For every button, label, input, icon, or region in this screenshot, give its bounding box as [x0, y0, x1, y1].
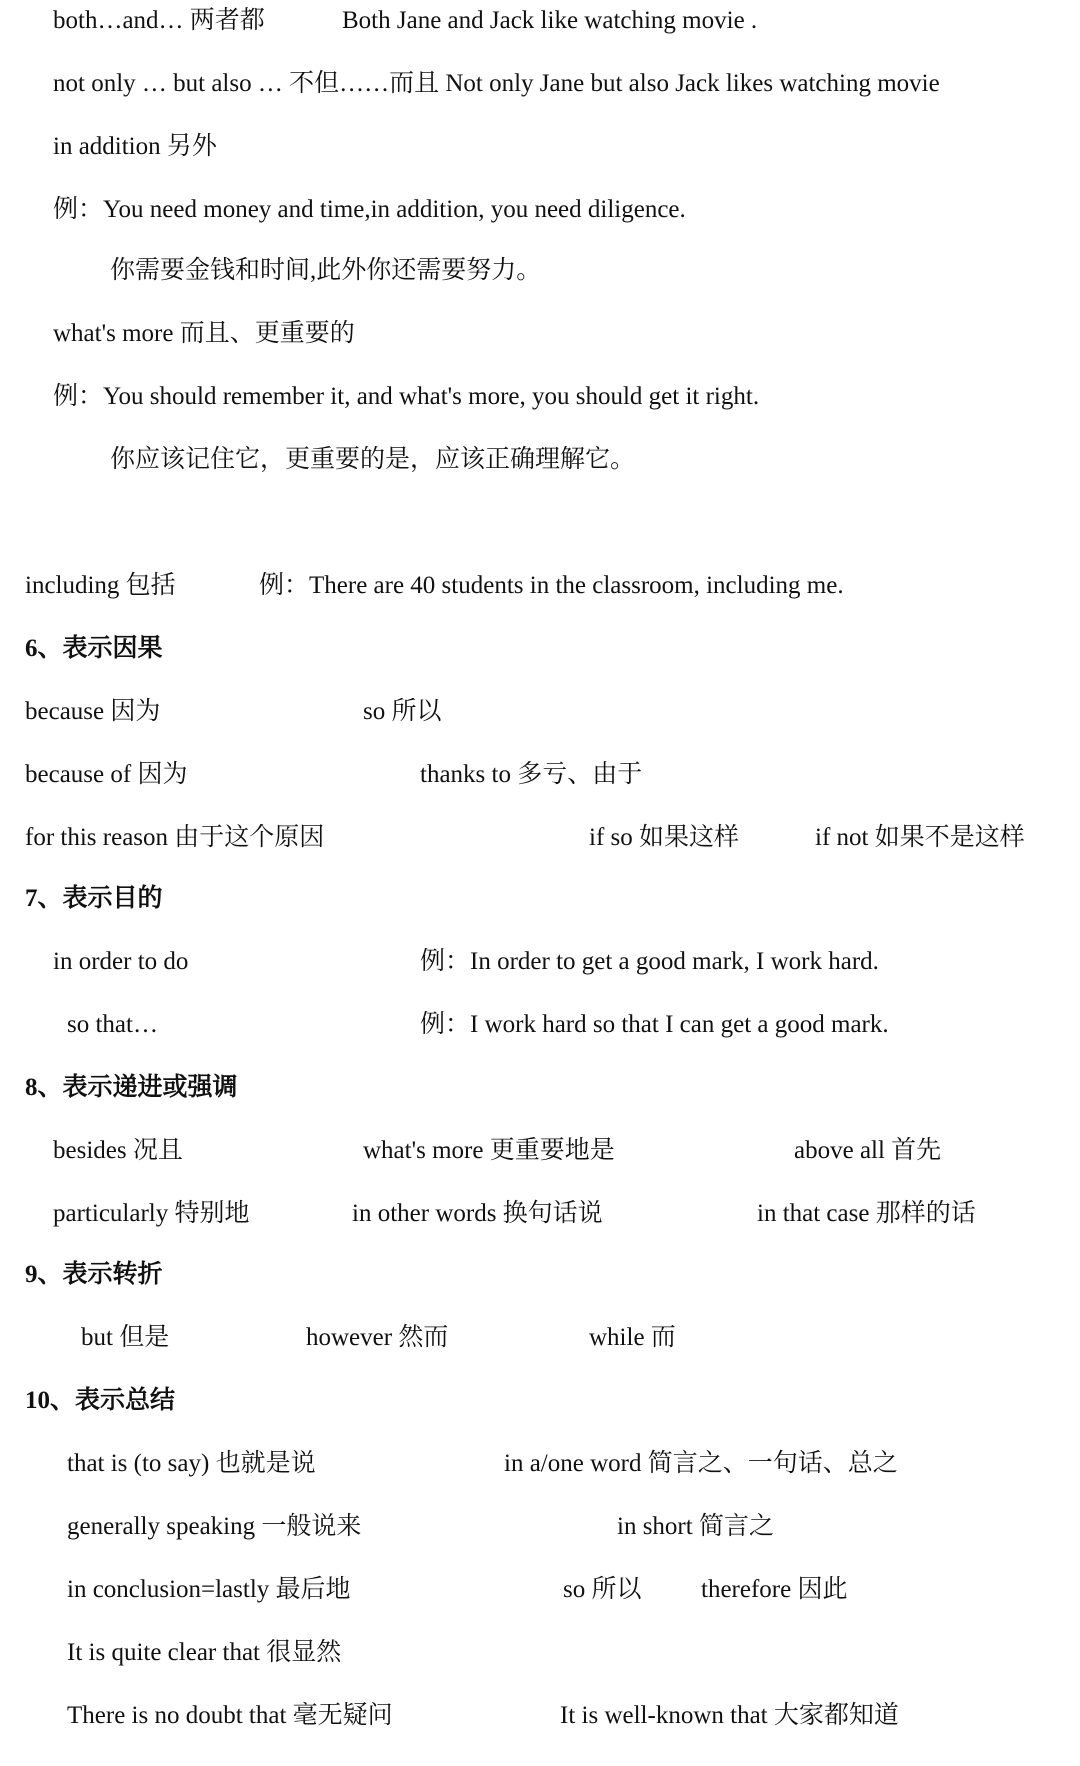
section-9-row-1 — [0, 1318, 1080, 1358]
section-6-row-2 — [0, 755, 1080, 795]
section-10-heading-line — [0, 1381, 1080, 1421]
not-only-text: not only … but also … 不但……而且 Not only Jane but also Jack likes watching movie — [53, 70, 940, 97]
in-addition-term: in addition 另外 — [53, 133, 217, 160]
in-addition-example-en: 例：You need money and time,in addition, you need diligence. — [53, 196, 686, 223]
term-if-so: if so 如果这样 — [589, 824, 740, 851]
term-but: but 但是 — [81, 1324, 170, 1351]
term-that-is: that is (to say) 也就是说 — [67, 1450, 316, 1477]
term-well-known: It is well-known that 大家都知道 — [560, 1702, 899, 1729]
term-no-doubt: There is no doubt that 毫无疑问 — [67, 1702, 393, 1729]
term-for-this-reason: for this reason 由于这个原因 — [25, 824, 325, 851]
whats-more-example-cn: 你应该记住它，更重要的是，应该正确理解它。 — [110, 446, 636, 473]
term-while: while 而 — [589, 1324, 676, 1351]
whats-more-example-line — [0, 377, 1080, 417]
section-heading: 10、表示总结 — [25, 1387, 176, 1414]
section-heading: 7、表示目的 — [25, 885, 163, 912]
term-in-short: in short 简言之 — [617, 1513, 774, 1540]
term-it-is-quite-clear: It is quite clear that 很显然 — [67, 1639, 342, 1666]
term-thanks-to: thanks to 多亏、由于 — [420, 761, 643, 788]
term-in-that-case: in that case 那样的话 — [757, 1200, 976, 1227]
in-addition-example-line — [0, 190, 1080, 230]
term-because: because 因为 — [25, 698, 161, 725]
both-and-term: both…and… 两者都 — [53, 7, 265, 34]
section-8-row-2 — [0, 1194, 1080, 1234]
section-10-row-1 — [0, 1444, 1080, 1484]
term-in-a-word: in a/one word 简言之、一句话、总之 — [504, 1450, 898, 1477]
whats-more-translation-line — [0, 440, 1080, 480]
section-7-row-2 — [0, 1005, 1080, 1045]
term-in-other-words: in other words 换句话说 — [352, 1200, 603, 1227]
section-6-row-3 — [0, 818, 1080, 858]
including-example: 例：There are 40 students in the classroom, including me. — [259, 572, 844, 599]
term-so: so 所以 — [563, 1576, 642, 1603]
in-addition-example-cn: 你需要金钱和时间,此外你还需要努力。 — [110, 257, 542, 284]
example-in-order-to: 例：In order to get a good mark, I work hard. — [420, 948, 879, 975]
term-besides: besides 况且 — [53, 1137, 183, 1164]
term-because-of: because of 因为 — [25, 761, 188, 788]
example-so-that: 例：I work hard so that I can get a good mark. — [420, 1011, 889, 1038]
in-addition-line — [0, 127, 1080, 167]
term-whats-more: what's more 更重要地是 — [363, 1137, 615, 1164]
section-10-row-2 — [0, 1507, 1080, 1547]
section-heading: 8、表示递进或强调 — [25, 1074, 238, 1101]
both-and-line — [0, 1, 1080, 41]
whats-more-term: what's more 而且、更重要的 — [53, 320, 355, 347]
section-heading: 6、表示因果 — [25, 635, 163, 662]
term-so-that: so that… — [67, 1011, 158, 1038]
section-7-row-1 — [0, 942, 1080, 982]
including-line — [0, 566, 1080, 606]
term-particularly: particularly 特别地 — [53, 1200, 250, 1227]
in-addition-translation-line — [0, 251, 1080, 291]
both-and-example: Both Jane and Jack like watching movie . — [342, 7, 758, 34]
section-10-row-4 — [0, 1633, 1080, 1673]
whats-more-example-en: 例：You should remember it, and what's more, you should get it right. — [53, 383, 760, 410]
section-8-row-1 — [0, 1131, 1080, 1171]
term-generally-speaking: generally speaking 一般说来 — [67, 1513, 362, 1540]
not-only-line — [0, 64, 1080, 104]
section-10-row-5 — [0, 1696, 1080, 1736]
term-in-conclusion: in conclusion=lastly 最后地 — [67, 1576, 351, 1603]
term-above-all: above all 首先 — [794, 1137, 942, 1164]
section-7-heading-line — [0, 879, 1080, 919]
section-heading: 9、表示转折 — [25, 1261, 163, 1288]
section-9-heading-line — [0, 1255, 1080, 1295]
term-however: however 然而 — [306, 1324, 449, 1351]
whats-more-line — [0, 314, 1080, 354]
section-8-heading-line — [0, 1068, 1080, 1108]
term-so: so 所以 — [363, 698, 442, 725]
term-if-not: if not 如果不是这样 — [815, 824, 1025, 851]
section-10-row-3 — [0, 1570, 1080, 1610]
term-in-order-to-do: in order to do — [53, 948, 189, 975]
section-6-heading-line — [0, 629, 1080, 669]
section-6-row-1 — [0, 692, 1080, 732]
term-therefore: therefore 因此 — [701, 1576, 848, 1603]
including-term: including 包括 — [25, 572, 176, 599]
